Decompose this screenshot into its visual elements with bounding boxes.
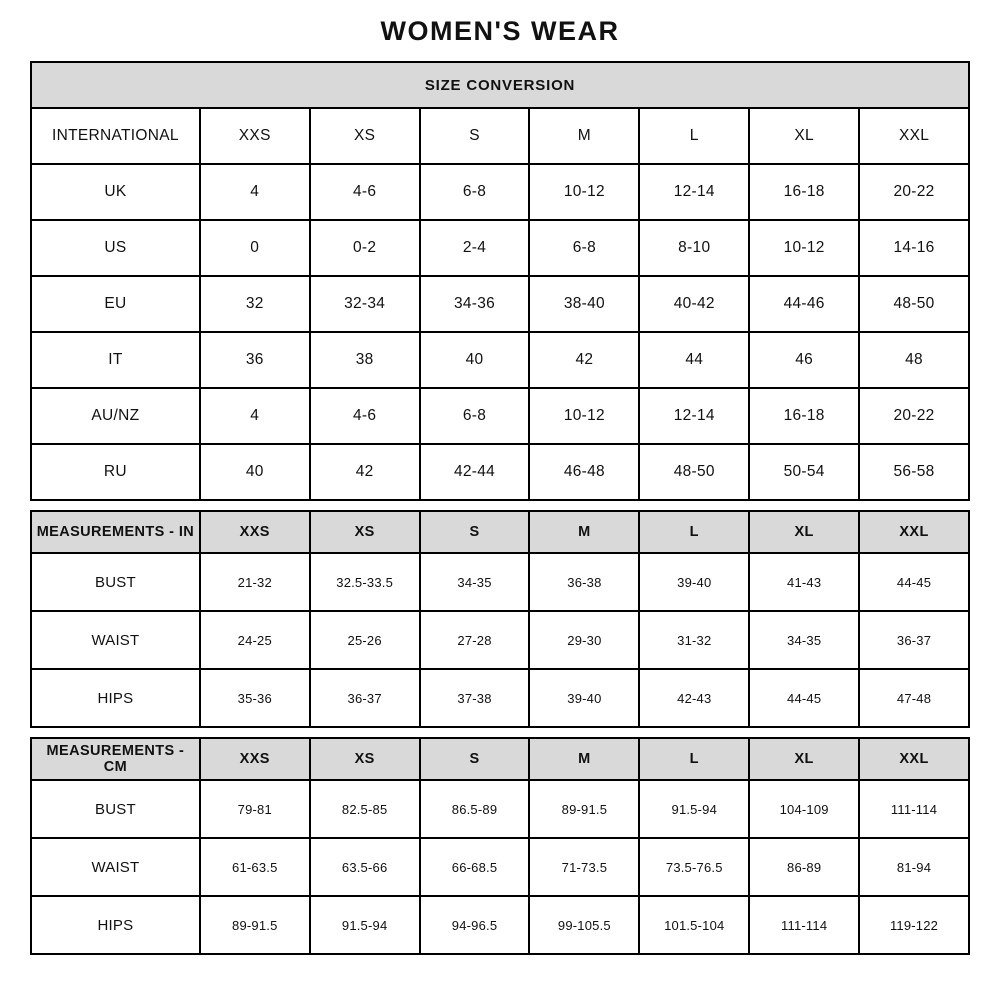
header-size-cell: S: [420, 511, 530, 553]
header-size-cell: XS: [310, 108, 420, 164]
data-cell: 71-73.5: [529, 838, 639, 896]
header-size-cell: S: [420, 738, 530, 780]
data-cell: 4-6: [310, 388, 420, 444]
row-label-cell: AU/NZ: [31, 388, 200, 444]
data-cell: 46-48: [529, 444, 639, 500]
row-label-cell: IT: [31, 332, 200, 388]
row-label-cell: US: [31, 220, 200, 276]
table-row: [31, 444, 969, 500]
data-cell: 86-89: [749, 838, 859, 896]
header-size-cell: XL: [749, 108, 859, 164]
header-label-cell: MEASUREMENTS - IN: [31, 511, 200, 553]
data-cell: 99-105.5: [529, 896, 639, 954]
data-cell: 2-4: [420, 220, 530, 276]
header-size-cell: XXL: [859, 738, 969, 780]
data-cell: 10-12: [529, 164, 639, 220]
data-cell: 42: [529, 332, 639, 388]
header-size-cell: XL: [749, 738, 859, 780]
data-cell: 48: [859, 332, 969, 388]
data-cell: 34-36: [420, 276, 530, 332]
row-label-cell: EU: [31, 276, 200, 332]
data-cell: 48-50: [639, 444, 749, 500]
row-label-cell: HIPS: [31, 669, 200, 727]
data-cell: 50-54: [749, 444, 859, 500]
data-cell: 40: [420, 332, 530, 388]
data-cell: 73.5-76.5: [639, 838, 749, 896]
header-size-cell: XXL: [859, 511, 969, 553]
data-cell: 24-25: [200, 611, 310, 669]
data-cell: 14-16: [859, 220, 969, 276]
data-cell: 12-14: [639, 388, 749, 444]
header-size-cell: L: [639, 108, 749, 164]
data-cell: 89-91.5: [200, 896, 310, 954]
data-cell: 44-45: [749, 669, 859, 727]
data-cell: 20-22: [859, 388, 969, 444]
table-row: [31, 669, 969, 727]
header-size-cell: M: [529, 738, 639, 780]
data-cell: 44: [639, 332, 749, 388]
table-row: [31, 896, 969, 954]
measurements-in-body: [31, 553, 969, 727]
data-cell: 56-58: [859, 444, 969, 500]
data-cell: 10-12: [529, 388, 639, 444]
measurements-cm-body: [31, 780, 969, 954]
measurements-cm-table: [30, 737, 970, 955]
data-cell: 39-40: [529, 669, 639, 727]
data-cell: 44-46: [749, 276, 859, 332]
data-cell: 42-44: [420, 444, 530, 500]
header-size-cell: XXS: [200, 108, 310, 164]
table-row: [31, 611, 969, 669]
table-row: [31, 220, 969, 276]
size-conversion-body: [31, 164, 969, 500]
header-size-cell: XS: [310, 738, 420, 780]
data-cell: 81-94: [859, 838, 969, 896]
data-cell: 38: [310, 332, 420, 388]
data-cell: 82.5-85: [310, 780, 420, 838]
data-cell: 46: [749, 332, 859, 388]
data-cell: 38-40: [529, 276, 639, 332]
data-cell: 91.5-94: [639, 780, 749, 838]
data-cell: 42: [310, 444, 420, 500]
header-size-cell: M: [529, 108, 639, 164]
data-cell: 40-42: [639, 276, 749, 332]
row-label-cell: HIPS: [31, 896, 200, 954]
data-cell: 44-45: [859, 553, 969, 611]
size-conversion-table: [30, 61, 970, 501]
row-label-cell: UK: [31, 164, 200, 220]
table-header-row: [31, 738, 969, 780]
header-size-cell: XL: [749, 511, 859, 553]
data-cell: 27-28: [420, 611, 530, 669]
table-caption-row: [31, 62, 969, 108]
data-cell: 8-10: [639, 220, 749, 276]
data-cell: 36: [200, 332, 310, 388]
data-cell: 0: [200, 220, 310, 276]
table-row: [31, 780, 969, 838]
table-row: [31, 388, 969, 444]
header-size-cell: S: [420, 108, 530, 164]
data-cell: 40: [200, 444, 310, 500]
measurements-in-table: [30, 510, 970, 728]
data-cell: 4: [200, 164, 310, 220]
header-size-cell: L: [639, 511, 749, 553]
data-cell: 91.5-94: [310, 896, 420, 954]
data-cell: 111-114: [859, 780, 969, 838]
data-cell: 35-36: [200, 669, 310, 727]
page-title: WOMEN'S WEAR: [380, 16, 620, 46]
data-cell: 63.5-66: [310, 838, 420, 896]
data-cell: 101.5-104: [639, 896, 749, 954]
data-cell: 41-43: [749, 553, 859, 611]
table-header-row: [31, 511, 969, 553]
data-cell: 36-37: [859, 611, 969, 669]
row-label-cell: WAIST: [31, 611, 200, 669]
data-cell: 119-122: [859, 896, 969, 954]
data-cell: 25-26: [310, 611, 420, 669]
table-row: [31, 553, 969, 611]
data-cell: 20-22: [859, 164, 969, 220]
row-label-cell: WAIST: [31, 838, 200, 896]
data-cell: 6-8: [529, 220, 639, 276]
data-cell: 32: [200, 276, 310, 332]
header-size-cell: XS: [310, 511, 420, 553]
table-row: [31, 838, 969, 896]
data-cell: 21-32: [200, 553, 310, 611]
data-cell: 0-2: [310, 220, 420, 276]
data-cell: 37-38: [420, 669, 530, 727]
data-cell: 36-37: [310, 669, 420, 727]
data-cell: 12-14: [639, 164, 749, 220]
data-cell: 48-50: [859, 276, 969, 332]
header-size-cell: XXS: [200, 738, 310, 780]
table-caption: SIZE CONVERSION: [31, 62, 969, 108]
table-row: [31, 164, 969, 220]
data-cell: 61-63.5: [200, 838, 310, 896]
data-cell: 36-38: [529, 553, 639, 611]
data-cell: 4-6: [310, 164, 420, 220]
data-cell: 79-81: [200, 780, 310, 838]
table-row: [31, 332, 969, 388]
measurements-cm-header: [31, 738, 969, 780]
table-row: [31, 276, 969, 332]
data-cell: 94-96.5: [420, 896, 530, 954]
data-cell: 31-32: [639, 611, 749, 669]
data-cell: 66-68.5: [420, 838, 530, 896]
data-cell: 4: [200, 388, 310, 444]
data-cell: 16-18: [749, 164, 859, 220]
data-cell: 86.5-89: [420, 780, 530, 838]
row-label-cell: RU: [31, 444, 200, 500]
header-size-cell: L: [639, 738, 749, 780]
data-cell: 42-43: [639, 669, 749, 727]
row-label-cell: BUST: [31, 553, 200, 611]
header-size-cell: XXL: [859, 108, 969, 164]
data-cell: 6-8: [420, 164, 530, 220]
data-cell: 89-91.5: [529, 780, 639, 838]
size-conversion-header: [31, 62, 969, 164]
data-cell: 16-18: [749, 388, 859, 444]
measurements-in-header: [31, 511, 969, 553]
row-label-cell: BUST: [31, 780, 200, 838]
data-cell: 39-40: [639, 553, 749, 611]
data-cell: 111-114: [749, 896, 859, 954]
data-cell: 32.5-33.5: [310, 553, 420, 611]
data-cell: 47-48: [859, 669, 969, 727]
header-size-cell: M: [529, 511, 639, 553]
data-cell: 6-8: [420, 388, 530, 444]
data-cell: 34-35: [749, 611, 859, 669]
data-cell: 104-109: [749, 780, 859, 838]
data-cell: 32-34: [310, 276, 420, 332]
data-cell: 10-12: [749, 220, 859, 276]
data-cell: 34-35: [420, 553, 530, 611]
header-label-cell: MEASUREMENTS - CM: [31, 738, 200, 780]
header-size-cell: XXS: [200, 511, 310, 553]
header-label-cell: INTERNATIONAL: [31, 108, 200, 164]
data-cell: 29-30: [529, 611, 639, 669]
table-header-row: [31, 108, 969, 164]
